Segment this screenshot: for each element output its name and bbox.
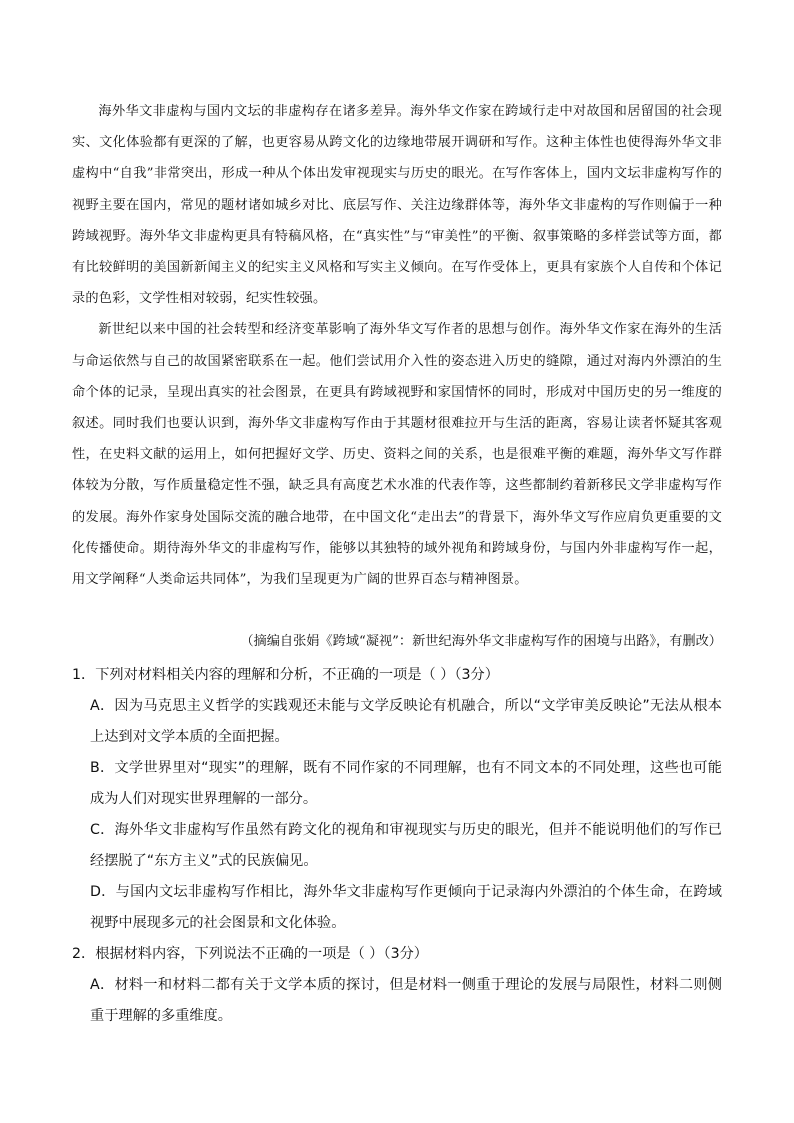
passage-paragraph-2: 新世纪以来中国的社会转型和经济变革影响了海外华文写作者的思想与创作。海外华文作家在海外的生活与命运依然与自己的故国紧密联系在一起。他们尝试用介入性的姿态进入历史的缝隙，通过对海内外漂泊的生命个体的记录，呈现出真实的社会图景，在更具有跨域视野和家国情怀的同时，形成对中国历史的另一维度的叙述。同时我们也要认识到，海外华文非虚构写作由于其题材很难拉开与生活的距离，容易让读者怀疑其客观性，在史料文献的运用上，如何把握好文学、历史、资料之间的关系，也是很难平衡的难题，海外华文写作群体较为分散，写作质量稳定性不强，缺乏具有高度艺术水准的代表作等，这些都制约着新移民文学非虚构写作的发展。海外作家身处国际交流的融合地带，在中国文化“走出去”的背景下，海外华文写作应肩负更重要的文化传播使命。期待海外华文的非虚构写作，能够以其独特的域外视角和跨域身份，与国内外非虚构写作一起，用文学阐释“人类命运共同体”，为我们呈现更为广阔的世界百态与精神图景。 [72, 322, 722, 588]
question-1-option-d: D．与国内文坛非虚构写作相比，海外华文非虚构写作更倾向于记录海内外漂泊的个体生命，在跨域视野中展现多元的社会图景和文化体验。 [90, 884, 722, 931]
question-2-option-a: A．材料一和材料二都有关于文学本质的探讨，但是材料一侧重于理论的发展与局限性，材料二则侧重于理解的多重维度。 [90, 977, 722, 1024]
passage-source: （摘编自张娟《跨域“凝视”：新世纪海外华文非虚构写作的困境与出路》，有删改） [240, 634, 722, 649]
passage-paragraph-1: 海外华文非虚构与国内文坛的非虚构存在诸多差异。海外华文作家在跨域行走中对故国和居留国的社会现实、文化体验都有更深的了解，也更容易从跨文化的边缘地带展开调研和写作。这种主体性也使得海外华文非虚构中“自我”非常突出，形成一种从个体出发审视现实与历史的眼光。在写作客体上，国内文坛非虚构写作的视野主要在国内，常见的题材诸如城乡对比、底层写作、关注边缘群体等，海外华文非虚构的写作则偏于一种跨域视野。海外华文非虚构更具有特稿风格，在“真实性”与“审美性”的平衡、叙事策略的多样尝试等方面，都有比较鲜明的美国新新闻主义的纪实主义风格和写实主义倾向。在写作受体上，更具有家族个人自传和个体记录的色彩，文学性相对较弱，纪实性较强。 [72, 104, 722, 307]
question-1-option-a: A．因为马克思主义哲学的实践观还未能与文学反映论有机融合，所以“文学审美反映论”无法从根本上达到对文学本质的全面把握。 [90, 698, 722, 745]
reading-passage [72, 96, 722, 595]
question-1-stem: 1．下列对材料相关内容的理解和分析，不正确的一项是（ ）（3分） [72, 667, 499, 683]
question-1-option-b: B．文学世界里对“现实”的理解，既有不同作家的不同理解，也有不同文本的不同处理，这些也可能成为人们对现实世界理解的一部分。 [90, 760, 722, 807]
question-list [72, 660, 722, 1032]
question-2-stem: 2．根据材料内容，下列说法不正确的一项是（ ）（3分） [72, 946, 428, 962]
question-1-option-c: C．海外华文非虚构写作虽然有跨文化的视角和审视现实与历史的眼光，但并不能说明他们的写作已经摆脱了“东方主义”式的民族偏见。 [90, 822, 722, 869]
